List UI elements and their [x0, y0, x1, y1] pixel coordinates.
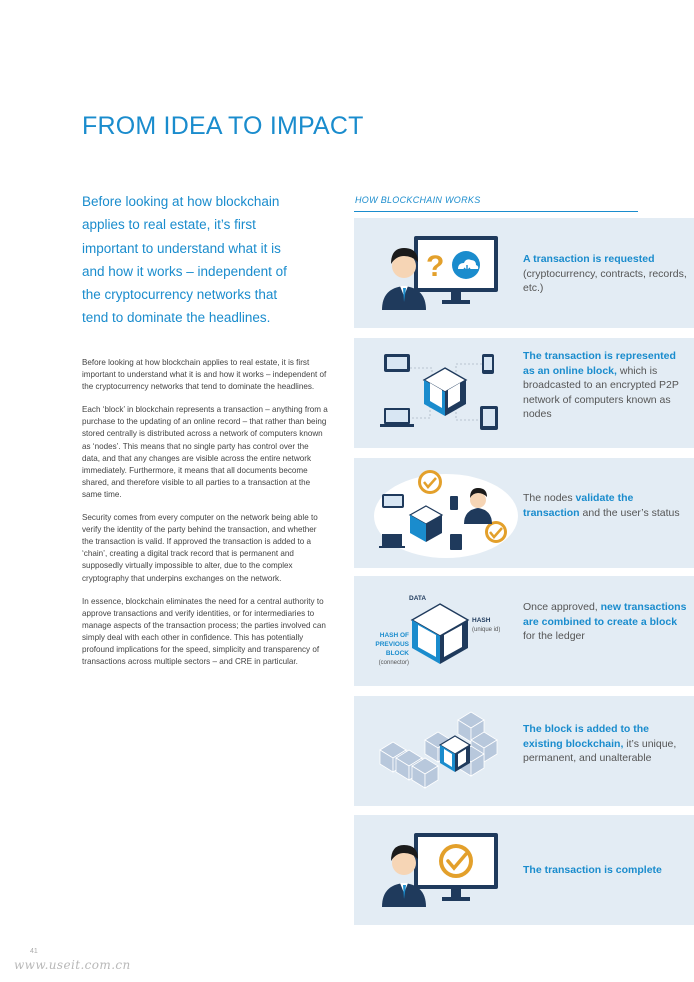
- step-text: [523, 863, 688, 878]
- step-highlight: A transaction is requested: [523, 253, 655, 265]
- watermark: www.useit.com.cn: [14, 958, 131, 972]
- lead-line: important to understand what it is: [82, 240, 281, 256]
- validation-network-icon: [354, 458, 519, 568]
- step-rest: (cryptocurrency, contracts, records, etc.): [523, 267, 687, 295]
- step-text: [523, 600, 688, 644]
- lead-paragraph: [82, 190, 322, 330]
- step-rest: for the ledger: [523, 630, 585, 643]
- blockchain-icon: [354, 696, 519, 806]
- block-diagram-icon: [354, 576, 519, 686]
- body-paragraph: Security comes from every computer on the network being able to verify the identity of the party behind the transaction, and whether the transaction is valid. If approved the transaction is added to a ‘chain’, creating a digital track record that is permanent and supposedly virtually impossible to alter, due to the complex cryptography that underpins exchanges on the network.: [82, 513, 318, 583]
- network-block-icon: [354, 338, 519, 448]
- lead-line: the cryptocurrency networks that: [82, 287, 278, 303]
- step-prefix: Once approved,: [523, 601, 598, 613]
- step-text: [523, 722, 688, 766]
- label-hash-sub: (unique id): [472, 627, 501, 633]
- label-data: DATA: [409, 595, 427, 602]
- label-hash: HASH: [472, 617, 491, 624]
- step-highlight: The transaction is complete: [523, 864, 662, 876]
- step-highlight: new transactions are combined to create a block: [523, 601, 687, 628]
- lead-line: Before looking at how blockchain: [82, 194, 280, 209]
- body-text: [82, 357, 328, 679]
- step-text: [523, 349, 688, 422]
- label-prev-3: BLOCK: [385, 650, 409, 657]
- step-blockchain-added: [354, 696, 694, 806]
- step-transaction-complete: [354, 815, 694, 925]
- step-rest: it’s unique, permanent, and unalterable: [523, 737, 677, 765]
- step-online-block: [354, 338, 694, 448]
- step-highlight: The block is added to the existing blockchain,: [523, 723, 650, 750]
- body-paragraph: In essence, blockchain eliminates the need for a central authority to approve transactions and verify identities, or for intermediaries to manage aspects of the transaction process; the parties involved can simply deal with each other in confidence. This has potentially profound implications for the speed, simplicity and transparency of transactions across multiple sectors – and CRE in particular.: [82, 596, 326, 667]
- body-paragraph: Before looking at how blockchain applies to real estate, it is first important to understand what it is and how it works – independent of the cryptocurrency networks that tend to dominate the headlines.: [82, 358, 327, 392]
- step-nodes-validate: [354, 458, 694, 568]
- person-monitor-check-icon: [354, 815, 519, 925]
- step-combine-block: [354, 576, 694, 686]
- step-rest: and the user’s status: [582, 506, 680, 519]
- step-text: [523, 491, 688, 520]
- lead-line: and how it works – independent of: [82, 263, 287, 279]
- step-highlight: validate the transaction: [523, 492, 634, 519]
- label-prev-sub: (connector): [378, 660, 409, 666]
- step-highlight: The transaction is represented as an online block,: [523, 350, 676, 377]
- step-transaction-requested: [354, 218, 694, 328]
- page-number: 41: [30, 948, 38, 955]
- page-title: FROM IDEA TO IMPACT: [82, 112, 364, 140]
- how-it-works-title: HOW BLOCKCHAIN WORKS: [355, 195, 481, 205]
- step-rest: which is broadcasted to an encrypted P2P network of computers known as nodes: [523, 364, 679, 421]
- step-prefix: The nodes: [523, 492, 573, 504]
- how-it-works-rule: [354, 211, 638, 212]
- label-prev-1: HASH OF: [379, 632, 409, 639]
- lead-line: applies to real estate, it’s first: [82, 217, 256, 233]
- svg-text:?: ?: [426, 250, 445, 283]
- step-text: [523, 252, 688, 296]
- person-monitor-icon: [354, 218, 519, 328]
- body-paragraph: Each ‘block’ in blockchain represents a transaction – anything from a purchase to the updating of an online record – that rather than being stored centrally is distributed across a network of computers known as ‘nodes’. This means that no single party has control over the data, and that any changes are visible across the entire network immediately. Furthermore, it means that all documents become shared, and therefore visible to all parties to a transaction at the same time.: [82, 405, 328, 499]
- label-prev-2: PREVIOUS: [375, 641, 409, 648]
- lead-line: tend to dominate the headlines.: [82, 310, 271, 326]
